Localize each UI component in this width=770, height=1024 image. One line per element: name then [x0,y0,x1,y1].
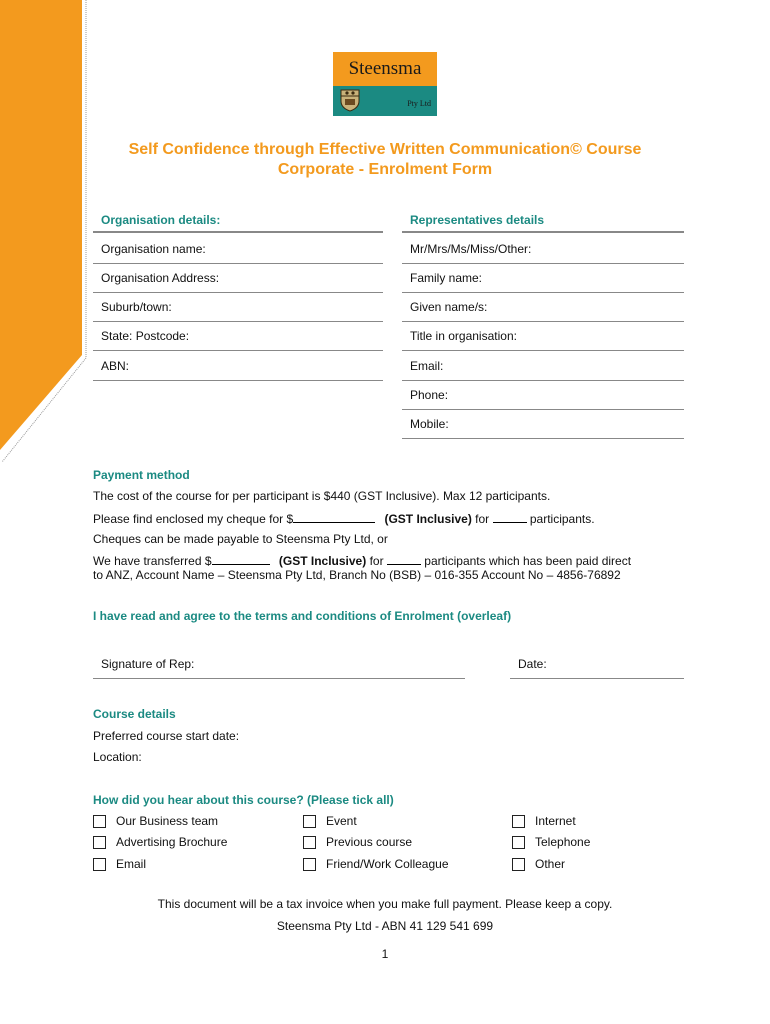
option-label: Event [326,814,357,828]
decorative-ribbon [0,0,90,470]
cheque-amount-blank[interactable] [293,511,375,523]
cheque-payable-text: Cheques can be made payable to Steensma Pty Ltd, or [93,532,388,546]
state-postcode-field[interactable]: State: Postcode: [93,322,383,351]
cheque-text: Please find enclosed my cheque for $ [93,512,294,526]
option-previous-course[interactable] [303,835,412,850]
option-other[interactable] [512,857,565,872]
location-label[interactable]: Location: [93,750,142,764]
organisation-address-field[interactable]: Organisation Address: [93,264,383,293]
transfer-for-label: for [369,554,384,568]
checkbox[interactable] [512,836,525,849]
tax-invoice-note: This document will be a tax invoice when you make full payment. Please keep a copy. [157,897,613,911]
company-abn: Steensma Pty Ltd - ABN 41 129 541 699 [276,919,494,933]
signature-field[interactable]: Signature of Rep: [93,650,465,679]
start-date-label[interactable]: Preferred course start date: [93,729,240,743]
title-prefix-field[interactable]: Mr/Mrs/Ms/Miss/Other: [402,235,684,264]
course-cost-text: The cost of the course for per participant is $440 (GST Inclusive). Max 12 participants. [93,489,551,503]
option-event[interactable] [303,814,357,829]
logo-name: Steensma [348,58,422,79]
transfer-tail-text: participants which has been paid direct [424,554,632,568]
checkbox[interactable] [93,815,106,828]
cheque-participants-blank[interactable] [493,511,527,523]
option-label: Friend/Work Colleague [326,857,449,871]
checkbox[interactable] [512,815,525,828]
transfer-participants-blank[interactable] [387,553,421,565]
family-name-field[interactable]: Family name: [402,264,684,293]
checkbox[interactable] [303,815,316,828]
hear-about-heading: How did you hear about this course? (Please tick all) [93,793,394,807]
transfer-amount-blank[interactable] [212,553,270,565]
bank-details-text: to ANZ, Account Name – Steensma Pty Ltd, Branch No (BSB) – 016-355 Account No – 4856-76892 [93,568,621,582]
course-heading: Course details [93,707,176,721]
organisation-name-field[interactable]: Organisation name: [93,235,383,264]
gst-inclusive-label: (GST Inclusive) [384,512,472,526]
option-telephone[interactable] [512,835,590,850]
title-in-organisation-field[interactable]: Title in organisation: [402,322,684,351]
page-number: 1 [381,947,389,961]
terms-agreement-text: I have read and agree to the terms and conditions of Enrolment (overleaf) [93,609,512,623]
option-label: Telephone [535,835,591,849]
cheque-line [93,511,595,527]
option-label: Internet [535,814,576,828]
date-field[interactable]: Date: [510,650,684,679]
checkbox[interactable] [303,858,316,871]
option-label: Other [535,857,566,871]
checkbox[interactable] [303,836,316,849]
email-field[interactable]: Email: [402,352,684,381]
given-names-field[interactable]: Given name/s: [402,293,684,322]
option-email[interactable] [93,857,146,872]
mobile-field[interactable]: Mobile: [402,410,684,439]
option-label: Our Business team [116,814,219,828]
steensma-logo [333,52,437,116]
option-internet[interactable] [512,814,576,829]
checkbox[interactable] [93,858,106,871]
phone-field[interactable]: Phone: [402,381,684,410]
suburb-field[interactable]: Suburb/town: [93,293,383,322]
option-label: Advertising Brochure [116,835,228,849]
option-friend-colleague[interactable] [303,857,449,872]
option-label: Email [116,857,147,871]
crest-icon [339,88,361,112]
checkbox[interactable] [93,836,106,849]
form-subtitle: Corporate - Enrolment Form [277,161,493,178]
transfer-gst-label: (GST Inclusive) [278,554,367,568]
transfer-text: We have transferred $ [93,554,212,568]
transfer-line [93,553,631,569]
organisation-heading: Organisation details: [93,211,383,233]
participants-label: participants. [529,512,595,526]
option-business-team[interactable] [93,814,218,829]
abn-field[interactable]: ABN: [93,352,383,381]
representative-heading: Representatives details [402,211,684,233]
payment-heading: Payment method [93,468,190,482]
logo-subtitle: Pty Ltd [407,99,431,108]
option-advertising-brochure[interactable] [93,835,227,850]
form-title: Self Confidence through Effective Written Communication© Course [128,141,642,158]
for-label: for [475,512,490,526]
checkbox[interactable] [512,858,525,871]
option-label: Previous course [326,835,413,849]
